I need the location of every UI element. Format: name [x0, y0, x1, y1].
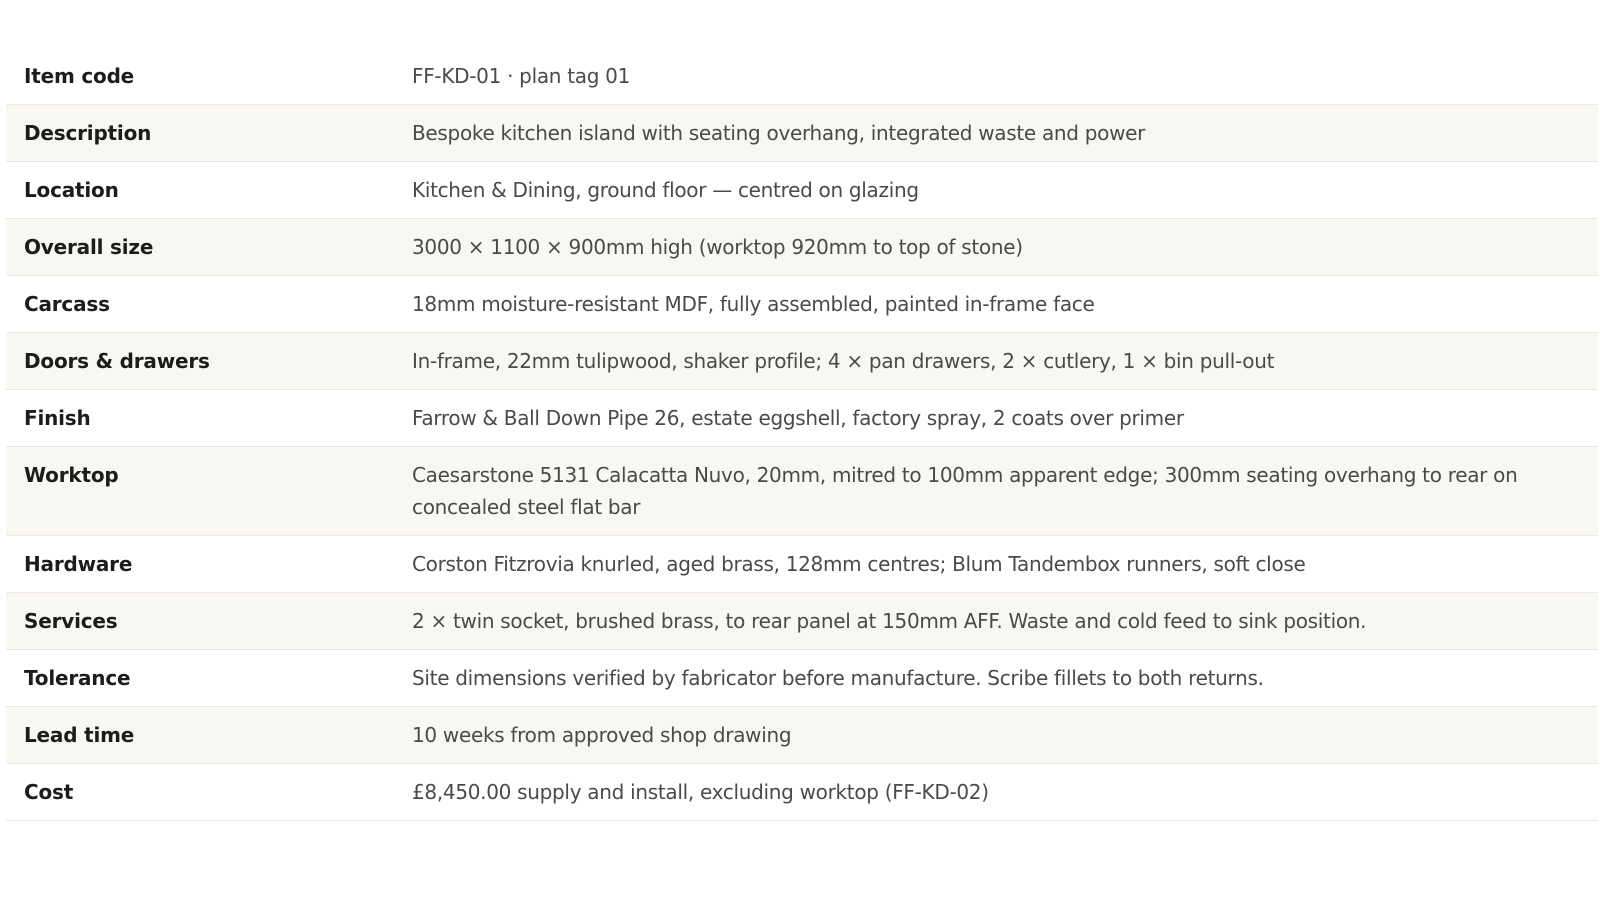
spec-label: Cost	[24, 780, 74, 804]
spec-value: Kitchen & Dining, ground floor — centred on glazing	[412, 178, 919, 202]
spec-row-description	[6, 105, 1598, 162]
specification-table	[6, 48, 1598, 821]
spec-value: 2 × twin socket, brushed brass, to rear panel at 150mm AFF. Waste and cold feed to sink position.	[412, 609, 1367, 633]
spec-label: Services	[24, 609, 118, 633]
spec-label: Hardware	[24, 552, 133, 576]
spec-row-cost	[6, 764, 1598, 821]
spec-label: Overall size	[24, 235, 154, 259]
spec-value: Caesarstone 5131 Calacatta Nuvo, 20mm, mitred to 100mm apparent edge; 300mm seating overhang to rear on concealed steel flat bar	[412, 463, 1518, 519]
spec-label: Item code	[24, 64, 135, 88]
spec-value: 10 weeks from approved shop drawing	[412, 723, 792, 747]
spec-value: Corston Fitzrovia knurled, aged brass, 128mm centres; Blum Tandembox runners, soft close	[412, 552, 1306, 576]
spec-row-carcass	[6, 276, 1598, 333]
spec-row-doors-drawers	[6, 333, 1598, 390]
spec-label: Carcass	[24, 292, 110, 316]
spec-label: Description	[24, 121, 152, 145]
spec-label: Worktop	[24, 463, 119, 487]
spec-row-finish	[6, 390, 1598, 447]
spec-row-lead-time	[6, 707, 1598, 764]
spec-label: Tolerance	[24, 666, 131, 690]
spec-row-location	[6, 162, 1598, 219]
spec-value: In-frame, 22mm tulipwood, shaker profile; 4 × pan drawers, 2 × cutlery, 1 × bin pull-out	[412, 349, 1275, 373]
spec-label: Doors & drawers	[24, 349, 210, 373]
spec-row-overall-size	[6, 219, 1598, 276]
spec-value: 18mm moisture-resistant MDF, fully assembled, painted in-frame face	[412, 292, 1095, 316]
spec-row-tolerance	[6, 650, 1598, 707]
spec-value: £8,450.00 supply and install, excluding worktop (FF-KD-02)	[412, 780, 989, 804]
spec-value: Bespoke kitchen island with seating overhang, integrated waste and power	[412, 121, 1146, 145]
spec-row-hardware	[6, 536, 1598, 593]
spec-row-services	[6, 593, 1598, 650]
spec-row-worktop	[6, 447, 1598, 536]
spec-label: Finish	[24, 406, 91, 430]
spec-value: FF-KD-01 · plan tag 01	[412, 64, 631, 88]
spec-value: Farrow & Ball Down Pipe 26, estate eggshell, factory spray, 2 coats over primer	[412, 406, 1184, 430]
spec-row-item-code	[6, 48, 1598, 105]
spec-label: Location	[24, 178, 119, 202]
spec-label: Lead time	[24, 723, 135, 747]
spec-value: Site dimensions verified by fabricator before manufacture. Scribe fillets to both returns.	[412, 666, 1264, 690]
spec-value: 3000 × 1100 × 900mm high (worktop 920mm to top of stone)	[412, 235, 1023, 259]
